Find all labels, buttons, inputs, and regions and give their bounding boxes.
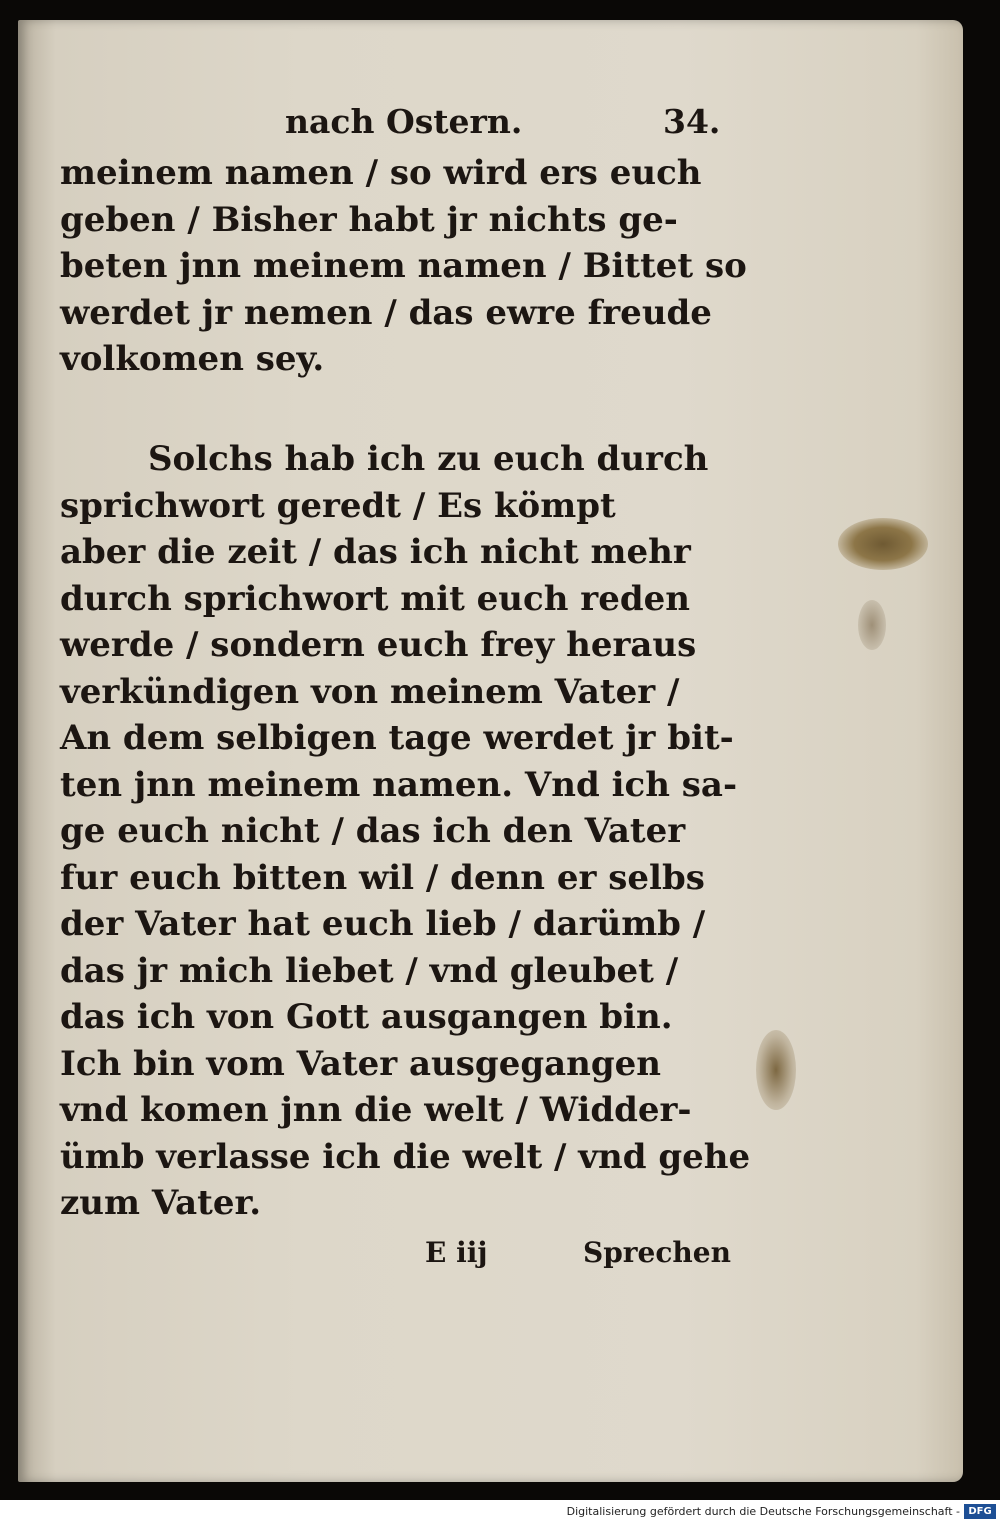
- text-line: ten jnn meinem namen. Vnd ich sa-: [60, 764, 738, 805]
- page-stain-margin: [756, 1030, 796, 1110]
- text-line: der Vater hat euch lieb / darümb /: [60, 904, 706, 944]
- text-line: Ich bin vom Vater ausgegangen: [60, 1043, 661, 1084]
- text-line: das jr mich liebet / vnd gleubet /: [60, 950, 679, 991]
- page-footer: [425, 1236, 745, 1276]
- running-head-title: nach Ostern.: [285, 102, 523, 141]
- text-line: aber die zeit / das ich nicht mehr: [60, 532, 691, 572]
- dfg-credit-text: Digitalisierung gefördert durch die Deutsche Forschungsgemeinschaft -: [566, 1505, 960, 1518]
- catchword: Sprechen: [583, 1236, 731, 1269]
- page-stain-faint: [858, 600, 886, 650]
- page-stain: [838, 518, 928, 570]
- text-line: durch sprichwort mit euch reden: [60, 578, 690, 619]
- text-line: vnd komen jnn die welt / Widder-: [60, 1090, 692, 1130]
- text-line: fur euch bitten wil / denn er selbs: [60, 857, 705, 898]
- text-line: Solchs hab ich zu euch durch: [148, 439, 709, 479]
- text-line: ge euch nicht / das ich den Vater: [60, 811, 686, 851]
- text-line: geben / Bisher habt jr nichts ge-: [60, 199, 678, 240]
- text-line: das ich von Gott ausgangen bin.: [60, 997, 673, 1037]
- paragraph-1: [60, 150, 747, 383]
- running-head: [285, 102, 725, 146]
- credit-bar: [0, 1500, 1000, 1523]
- text-line: zum Vater.: [60, 1183, 262, 1223]
- text-line: werde / sondern euch frey heraus: [60, 625, 697, 665]
- page-number: 34.: [663, 102, 721, 141]
- text-line: ümb verlasse ich die welt / vnd gehe: [60, 1136, 751, 1177]
- text-line: sprichwort geredt / Es kömpt: [60, 485, 616, 526]
- text-line: An dem selbigen tage werdet jr bit-: [60, 718, 734, 758]
- text-line: werdet jr nemen / das ewre freude: [60, 292, 712, 333]
- text-line: meinem namen / so wird ers euch: [60, 153, 702, 193]
- paragraph-2: [60, 436, 751, 1227]
- dfg-logo-icon: DFG: [964, 1504, 996, 1519]
- text-line: beten jnn meinem namen / Bittet so: [60, 246, 747, 286]
- text-line: volkomen sey.: [60, 339, 325, 379]
- signature-mark: E iij: [425, 1236, 488, 1269]
- text-line: verkündigen von meinem Vater /: [60, 671, 680, 712]
